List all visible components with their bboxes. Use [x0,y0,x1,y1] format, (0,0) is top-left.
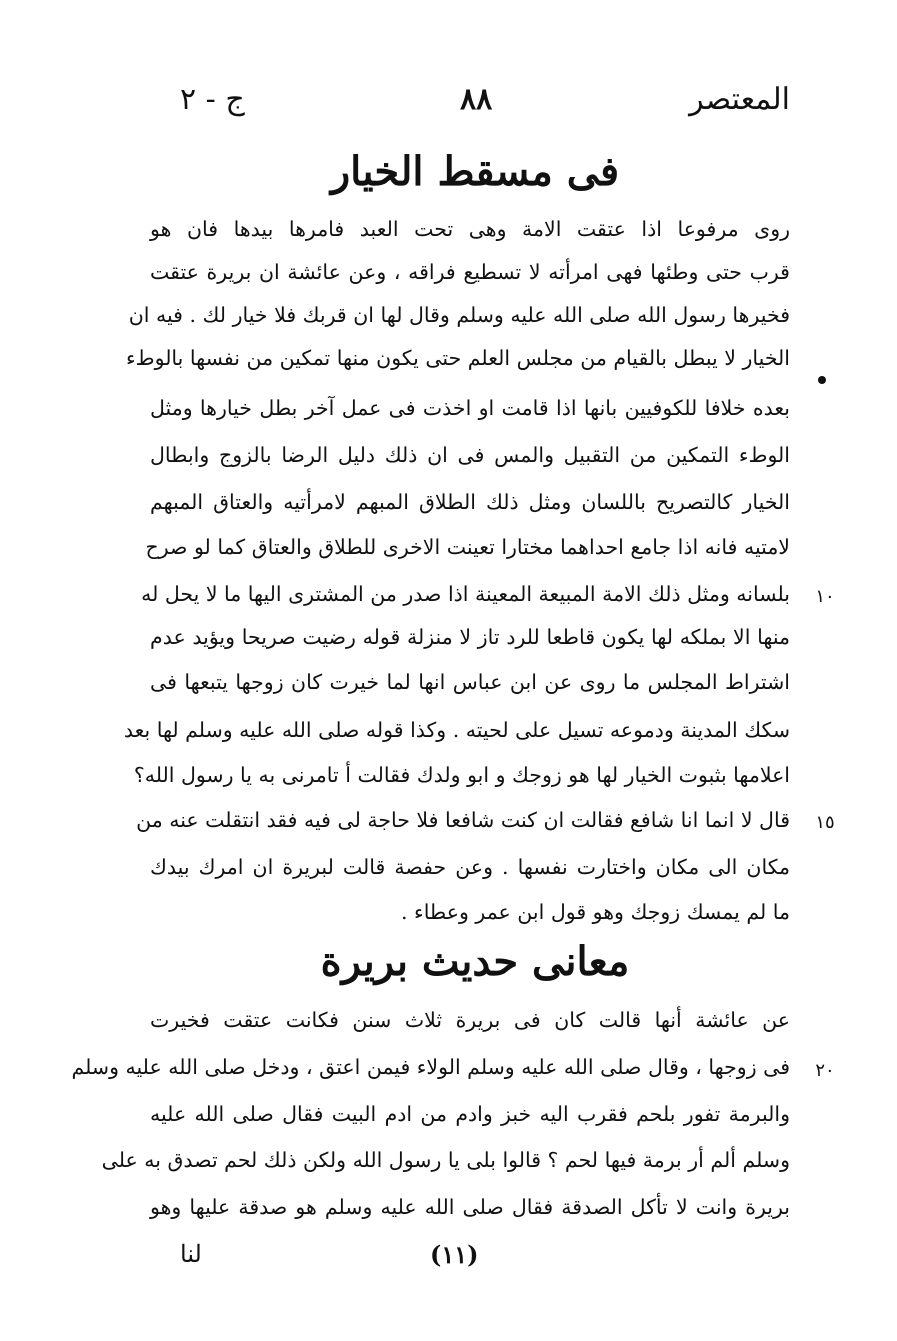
line-number-10: ١٠ [815,586,835,607]
text-line: الخيار لا يبطل بالقيام من مجلس العلم حتى يكون منها تمكين من نفسها بالوطء [126,346,790,370]
text-line: وسلم ألم أر برمة فيها لحم ؟ قالوا بلى يا رسول الله ولكن ذلك لحم تصدق به على [101,1148,790,1172]
page-footer [160,1240,790,1280]
text-line: بعده خلافا للكوفيين بانها اذا قامت او اخذت فى عمل آخر بطل خيارها ومثل [150,396,790,420]
text-line: الخيار كالتصريح باللسان ومثل ذلك الطلاق المبهم لامرأتيه والعتاق المبهم [150,490,790,514]
line-number-15: ١٥ [815,812,835,833]
catchword: لنا [180,1240,202,1268]
line-number-20: ٢٠ [815,1060,835,1081]
margin-bullet-icon [818,376,826,384]
text-line: لامتيه فانه اذا جامع احداهما مختارا تعينت الاخرى للطلاق والعتاق كما لو صرح [145,535,790,559]
running-header [160,82,790,132]
page-number: ٨٨ [460,82,493,117]
text-line: عن عائشة أنها قالت كان فى بريرة ثلاث سنن فكانت عتقت فخيرت [150,1008,790,1032]
text-line: روى مرفوعا اذا عتقت الامة وهى تحت العبد فامرها بيدها فان هو [150,217,790,241]
text-line: ما لم يمسك زوجك وهو قول ابن عمر وعطاء . [401,900,790,924]
text-line: سكك المدينة ودموعه تسيل على لحيته . وكذا قوله صلى الله عليه وسلم لها بعد [123,718,790,742]
section-heading-khiyar: فى مسقط الخيار [330,148,620,195]
text-line: بريرة وانت لا تأكل الصدقة فقال صلى الله عليه وسلم هو صدقة عليها وهو [150,1195,790,1219]
book-title: المعتصر [689,82,790,117]
text-line: قرب حتى وطئها فهى امرأته لا تسطيع فراقه ، وعن عائشة ان بريرة عتقت [150,260,790,284]
text-line: بلسانه ومثل ذلك الامة المبيعة المعينة اذا صدر من المشترى اليها ما لا يحل له [141,582,790,606]
text-line: والبرمة تفور بلحم فقرب اليه خبز وادم من ادم البيت فقال صلى الله عليه [150,1102,790,1126]
fascicle-number: (١١) [430,1240,479,1269]
volume-label: ج - ٢ [180,82,245,117]
section-heading-barira: معانى حديث بريرة [320,938,630,985]
text-line: فى زوجها ، وقال صلى الله عليه وسلم الولاء فيمن اعتق ، ودخل صلى الله عليه وسلم [71,1055,790,1079]
text-line: مكان الى مكان واختارت نفسها . وعن حفصة قالت لبريرة ان امرك بيدك [150,855,790,879]
text-line: فخيرها رسول الله صلى الله عليه وسلم وقال لها ان قربك فلا خيار لك . فيه ان [128,303,790,327]
text-line: الوطء التمكين من التقبيل والمس فى ان ذلك دليل الرضا بالزوج وابطال [150,443,790,467]
text-line: منها الا بملكه لها يكون قاطعا للرد تاز لا منزلة قوله رضيت صريحا ويؤيد عدم [150,625,790,649]
text-line: قال لا انما انا شافع فقالت ان كنت شافعا فلا حاجة لى فيه فقد انتقلت عنه من [136,808,790,832]
text-line: اشتراط المجلس ما روى عن ابن عباس انها لما خيرت كان زوجها يتبعها فى [150,670,790,694]
text-line: اعلامها بثبوت الخيار لها هو زوجك و ابو ولدك فقالت أ تامرنى به يا رسول الله؟ [133,763,790,787]
